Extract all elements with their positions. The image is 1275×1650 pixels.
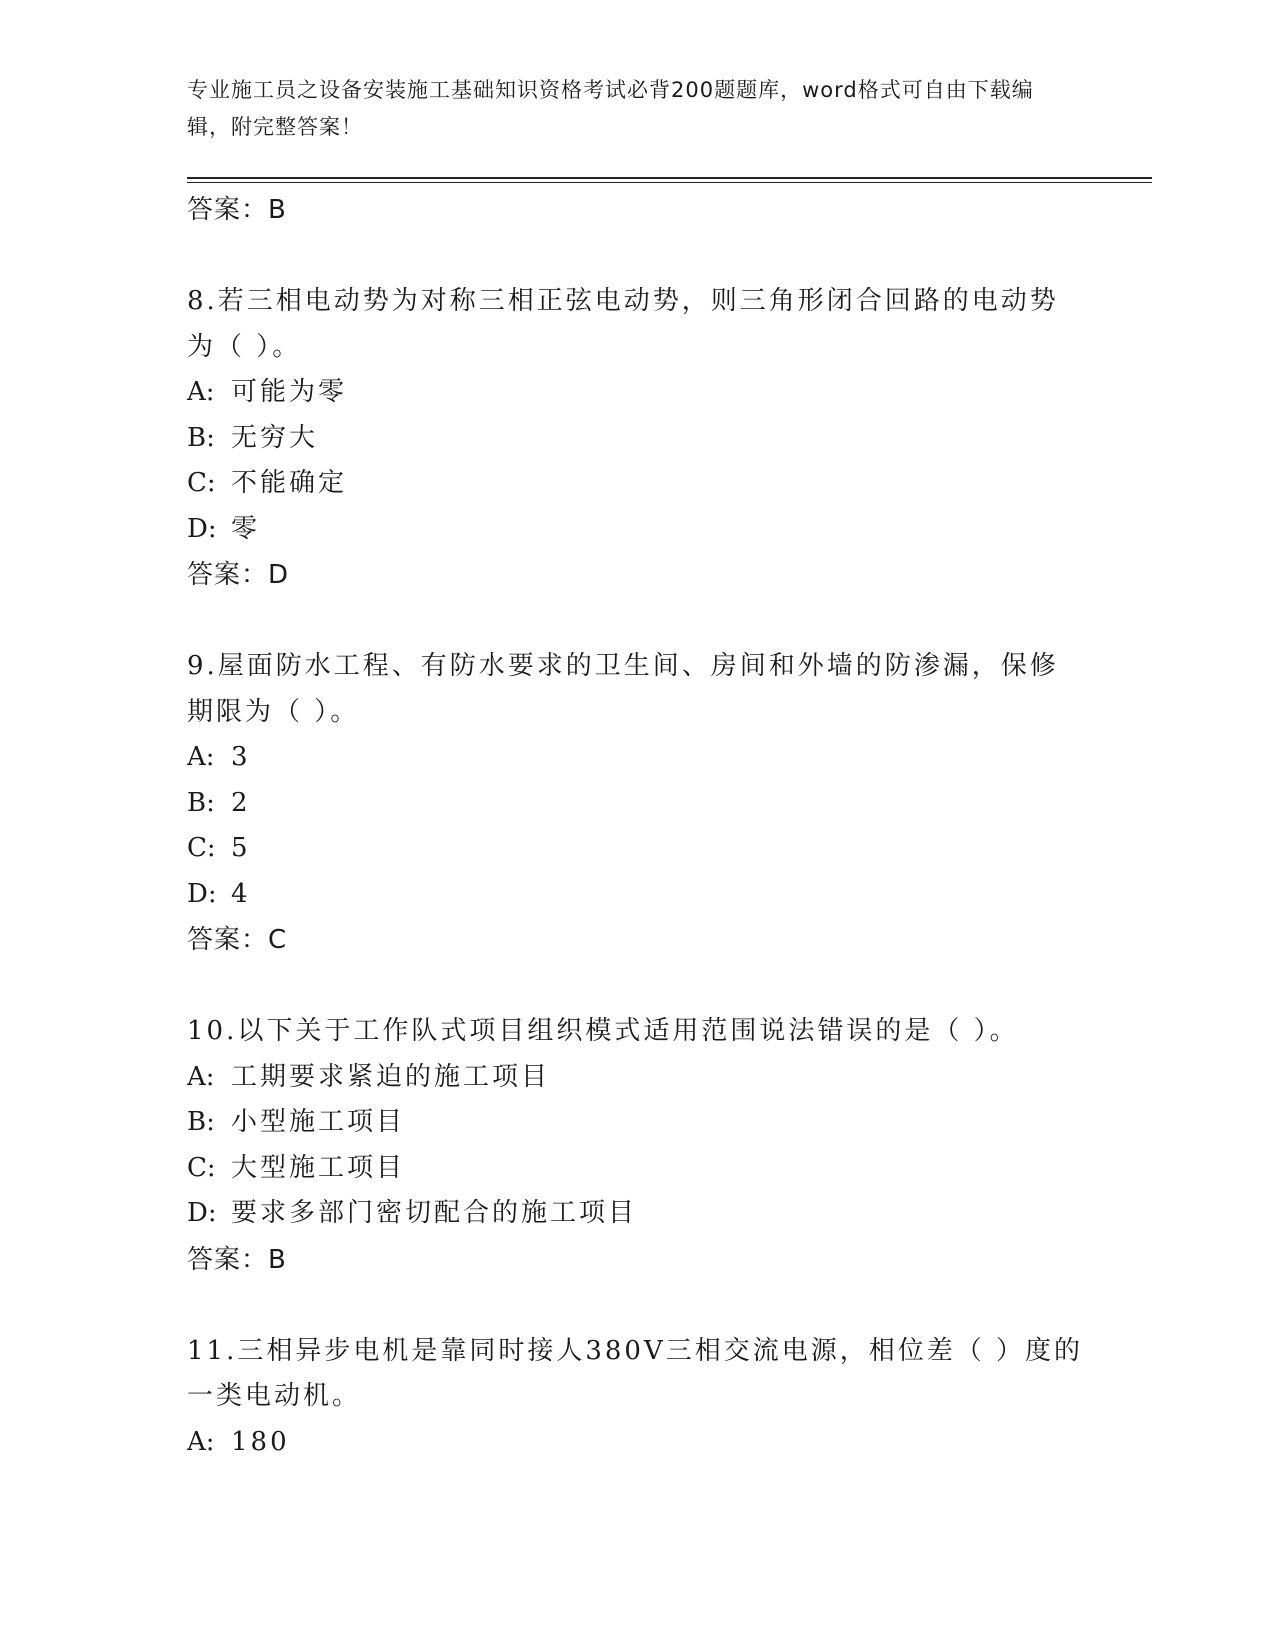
question-10 [187,1009,1087,1237]
option-d [187,507,1087,553]
option-text: 无穷大 [231,422,319,453]
option-c [187,1146,1087,1192]
option-a [187,1420,1087,1466]
document-header: 专业施工员之设备安装施工基础知识资格考试必背200题题库，word格式可自由下载编辑，附完整答案！ [187,78,1034,139]
option-label: B: [187,422,215,453]
header-rule-thin [187,182,1152,183]
option-label: A: [187,1061,215,1092]
option-label: A: [187,1426,215,1457]
question-9 [187,644,1087,917]
option-label: C: [187,468,216,498]
option-label: B: [187,1107,215,1137]
option-label: A: [187,742,215,772]
option-text: 工期要求紧迫的施工项目 [231,1061,551,1092]
option-text: 零 [231,513,261,544]
option-b [187,1100,1087,1146]
option-c [187,461,1087,507]
answer-q10: 答案：B [187,1244,287,1275]
option-text: 小型施工项目 [231,1107,406,1137]
option-text: 180 [231,1426,290,1457]
option-label: D: [187,1198,217,1228]
spacer [187,233,1087,279]
option-a [187,735,1087,781]
question-11 [187,1329,1087,1466]
option-c [187,826,1087,872]
answer-q7: 答案：B [187,195,287,225]
option-text: 5 [231,833,251,863]
question-text: 8.若三相电动势为对称三相正弦电动势，则三角形闭合回路的电动势为（ ）。 [187,286,1059,362]
option-text: 可能为零 [231,377,348,407]
header-rule-thick [187,177,1152,179]
answer-q8: 答案：D [187,560,290,590]
option-text: 2 [231,787,251,818]
option-label: D: [187,513,217,544]
option-text: 3 [231,742,251,772]
answer-q9: 答案：C [187,925,288,955]
option-text: 不能确定 [231,468,348,498]
document-body [187,187,1087,1465]
spacer [187,598,1087,644]
question-8 [187,279,1087,552]
option-label: A: [187,377,215,407]
option-a [187,1055,1087,1101]
option-text: 大型施工项目 [231,1152,406,1183]
option-label: C: [187,1152,216,1183]
option-text: 要求多部门密切配合的施工项目 [231,1198,638,1228]
option-b [187,416,1087,462]
option-label: C: [187,833,216,863]
option-text: 4 [231,878,251,909]
spacer [187,963,1087,1009]
option-d [187,1191,1087,1237]
option-label: D: [187,878,217,909]
option-a [187,370,1087,416]
question-text: 10.以下关于工作队式项目组织模式适用范围说法错误的是（ ）。 [187,1016,1019,1046]
option-d [187,872,1087,918]
option-b [187,781,1087,827]
question-text: 11.三相异步电机是靠同时接人380V三相交流电源，相位差（ ）度的一类电动机。 [187,1335,1084,1411]
spacer [187,1283,1087,1329]
question-text: 9.屋面防水工程、有防水要求的卫生间、房间和外墙的防渗漏，保修期限为（ ）。 [187,651,1059,727]
option-label: B: [187,787,215,818]
